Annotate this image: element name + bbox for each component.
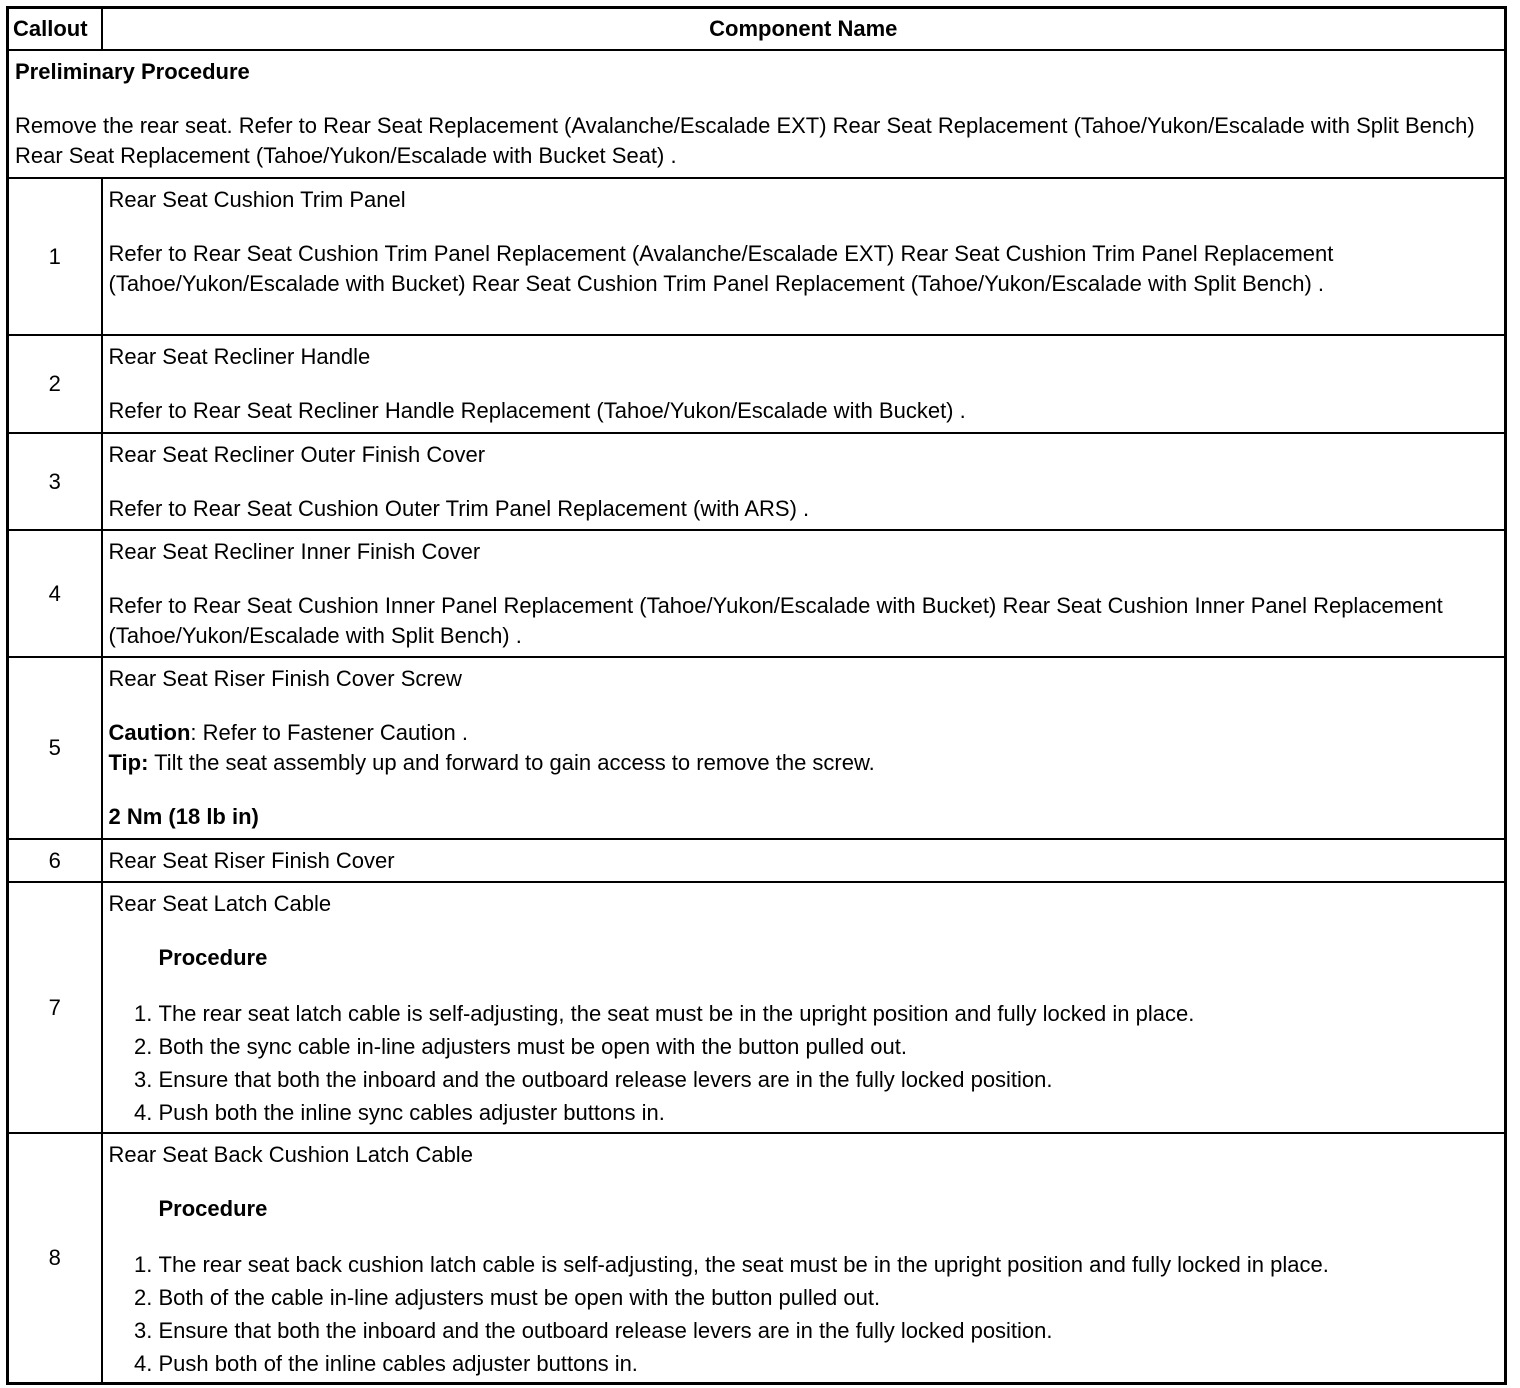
component-name: Rear Seat Recliner Outer Finish Cover <box>108 442 486 467</box>
component-name: Rear Seat Back Cushion Latch Cable <box>108 1142 473 1167</box>
header-row <box>8 8 1506 51</box>
component-name: Rear Seat Recliner Handle <box>108 344 371 369</box>
preliminary-title: Preliminary Procedure <box>15 59 250 84</box>
caution-text: : Refer to Fastener Caution . <box>190 720 468 745</box>
table-row <box>8 882 1506 1133</box>
table-row <box>8 178 1506 335</box>
table-row <box>8 657 1506 839</box>
component-name: Rear Seat Riser Finish Cover <box>108 848 395 873</box>
callout-number: 3 <box>8 433 102 530</box>
component-note: Refer to Rear Seat Recliner Handle Replacement (Tahoe/Yukon/Escalade with Bucket) . <box>108 398 966 423</box>
component-table <box>6 6 1507 1385</box>
preliminary-text: Remove the rear seat. Refer to Rear Seat Replacement (Avalanche/Escalade EXT) Rear Seat Replacement (Tahoe/Yukon/Escalade with Split Bench) Rear Seat Replacement (Tahoe/Yukon/Escalade with Bucket Seat) . <box>15 113 1475 168</box>
component-name: Rear Seat Cushion Trim Panel <box>108 187 406 212</box>
callout-number: 8 <box>8 1133 102 1383</box>
table-row <box>8 335 1506 433</box>
caution-line <box>109 718 1499 748</box>
procedure-steps <box>109 1248 1499 1380</box>
caution-label: Caution <box>108 720 191 745</box>
component-note: Refer to Rear Seat Cushion Trim Panel Replacement (Avalanche/Escalade EXT) Rear Seat Cushion Trim Panel Replacement (Tahoe/Yukon/Escalade with Bucket) Rear Seat Cushion Trim Panel Replacement (Tahoe/Yukon/Escalade with Split Bench) . <box>108 241 1334 296</box>
callout-number: 6 <box>8 839 102 882</box>
preliminary-row <box>8 50 1506 178</box>
procedure-step: 4. Push both the inline sync cables adjuster buttons in. <box>159 1096 1499 1129</box>
procedure-step: 1. The rear seat latch cable is self-adjusting, the seat must be in the upright position and fully locked in place. <box>159 997 1499 1030</box>
callout-number: 4 <box>8 530 102 657</box>
procedure-step: 2. Both the sync cable in-line adjusters must be open with the button pulled out. <box>159 1030 1499 1063</box>
table-row <box>8 1133 1506 1383</box>
component-name-header: Component Name <box>102 8 1506 51</box>
component-name: Rear Seat Riser Finish Cover Screw <box>108 666 462 691</box>
component-note: Refer to Rear Seat Cushion Outer Trim Panel Replacement (with ARS) . <box>108 496 810 521</box>
table-row <box>8 839 1506 882</box>
procedure-step: 3. Ensure that both the inboard and the outboard release levers are in the fully locked position. <box>159 1314 1499 1347</box>
procedure-step: 1. The rear seat back cushion latch cable is self-adjusting, the seat must be in the upright position and fully locked in place. <box>159 1248 1499 1281</box>
component-note: Refer to Rear Seat Cushion Inner Panel Replacement (Tahoe/Yukon/Escalade with Bucket) Rear Seat Cushion Inner Panel Replacement (Tahoe/Yukon/Escalade with Split Bench) . <box>108 593 1443 648</box>
table-row <box>8 433 1506 530</box>
procedure-step: 4. Push both of the inline cables adjuster buttons in. <box>159 1347 1499 1380</box>
tip-line <box>109 748 1499 778</box>
callout-number: 5 <box>8 657 102 839</box>
component-name: Rear Seat Recliner Inner Finish Cover <box>108 539 481 564</box>
torque-spec: 2 Nm (18 lb in) <box>108 804 259 829</box>
procedure-step: 2. Both of the cable in-line adjusters must be open with the button pulled out. <box>159 1281 1499 1314</box>
callout-number: 2 <box>8 335 102 433</box>
tip-text: Tilt the seat assembly up and forward to gain access to remove the screw. <box>148 750 875 775</box>
procedure-steps <box>109 997 1499 1129</box>
component-name: Rear Seat Latch Cable <box>108 891 332 916</box>
tip-label: Tip: <box>108 750 149 775</box>
callout-number: 1 <box>8 178 102 335</box>
procedure-heading: Procedure <box>158 1196 268 1221</box>
callout-number: 7 <box>8 882 102 1133</box>
procedure-step: 3. Ensure that both the inboard and the outboard release levers are in the fully locked position. <box>159 1063 1499 1096</box>
procedure-heading: Procedure <box>158 945 268 970</box>
table-row <box>8 530 1506 657</box>
callout-header: Callout <box>8 8 102 51</box>
